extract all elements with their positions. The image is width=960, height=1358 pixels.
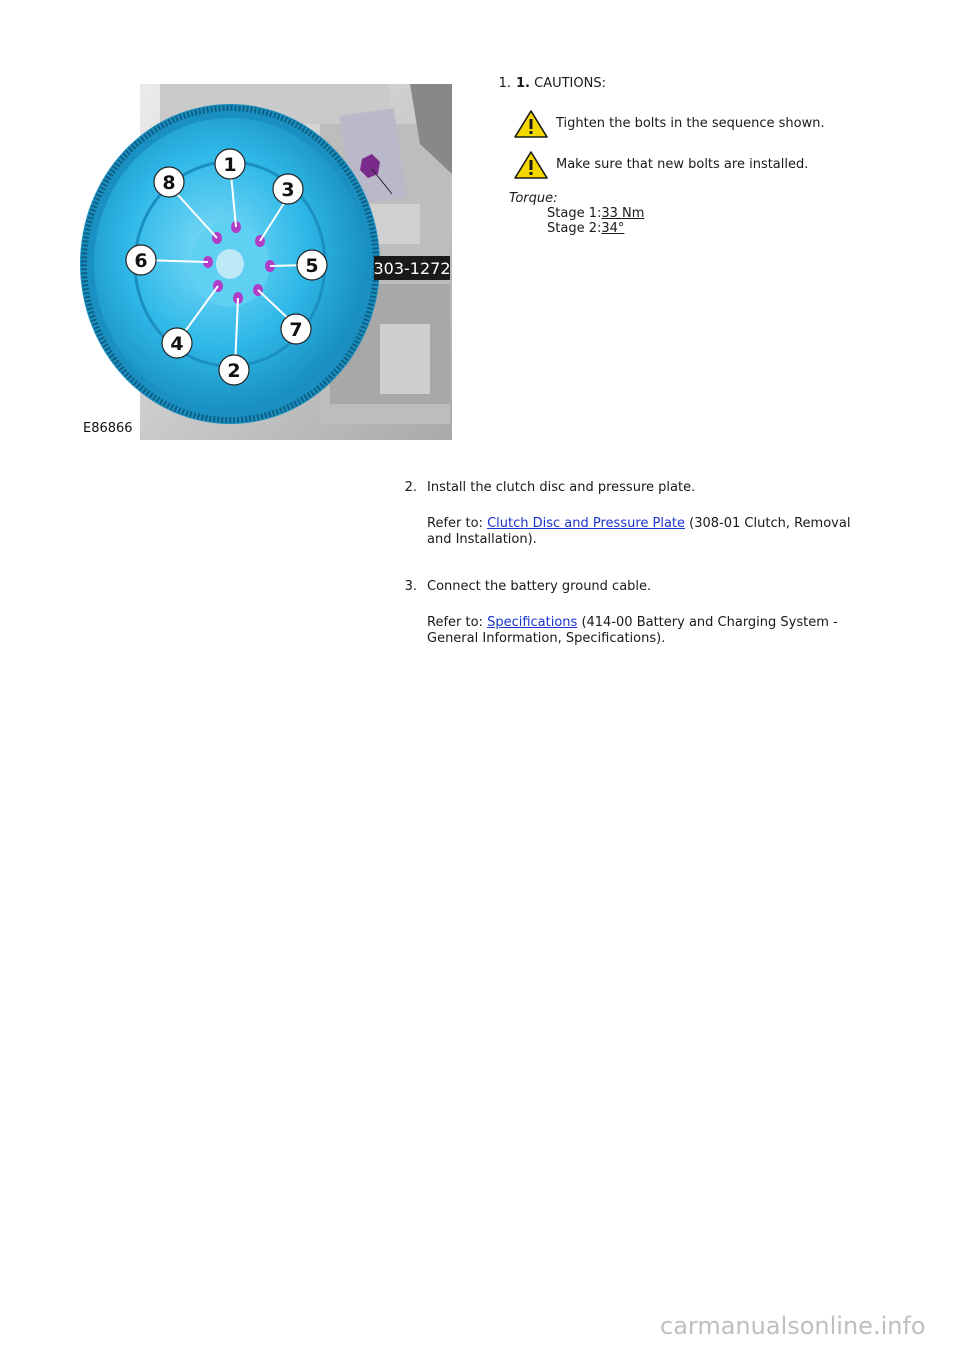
torque-stage-2-value[interactable]: 34° [601, 221, 625, 236]
callout-label-5: 5 [305, 255, 319, 277]
tool-tag-text: 303-1272 [373, 259, 451, 278]
callout-label-6: 6 [134, 250, 148, 272]
step-1-title-bold: 1. [516, 76, 530, 91]
torque-stage-2-label: Stage 2: [547, 221, 602, 236]
callout-5 [297, 250, 327, 280]
callout-3 [273, 174, 303, 204]
callout-2 [219, 355, 249, 385]
step-3-number: 3. [404, 579, 417, 594]
callout-label-1: 1 [223, 154, 237, 176]
torque-stage-2 [547, 221, 624, 237]
callout-7 [281, 314, 311, 344]
step-1-title [516, 76, 606, 92]
callout-label-8: 8 [162, 172, 176, 194]
caution-1-text: Tighten the bolts in the sequence shown. [556, 116, 825, 131]
callout-label-3: 3 [281, 179, 295, 201]
callout-label-7: 7 [289, 319, 303, 341]
specifications-link[interactable]: Specifications [487, 615, 578, 630]
footer-watermark: carmanualsonline.info [660, 1312, 926, 1340]
step-3-refer-suffix-2: General Information, Specifications). [427, 631, 666, 646]
torque-stage-1-value[interactable]: 33 Nm [601, 206, 645, 221]
warning-icon [514, 151, 548, 179]
figure-id-label: E86866 [83, 421, 133, 436]
step-3-refer-prefix: Refer to: [427, 615, 488, 630]
step-2-refer-suffix: (308-01 Clutch, Removal [685, 516, 851, 531]
step-2-number: 2. [404, 480, 417, 495]
callout-4 [162, 328, 192, 358]
caution-1 [514, 110, 825, 138]
torque-stage-1-label: Stage 1: [547, 206, 602, 221]
torque-label: Torque: [509, 191, 558, 206]
step-3-refer-suffix: (414-00 Battery and Charging System - [577, 615, 838, 630]
callout-1 [215, 149, 245, 179]
step-1-number: 1. [498, 76, 511, 91]
callout-label-2: 2 [227, 360, 241, 382]
step-1-title-text: CAUTIONS: [529, 76, 606, 91]
warning-icon [514, 110, 548, 138]
flywheel-bolt-sequence-diagram [80, 84, 452, 440]
callout-label-4: 4 [170, 333, 184, 355]
flywheel-illustration [80, 84, 452, 440]
special-tool-tag [373, 256, 450, 280]
step-2-refer-prefix: Refer to: [427, 516, 488, 531]
caution-2-text: Make sure that new bolts are installed. [556, 157, 809, 172]
caution-2 [514, 151, 808, 179]
clutch-disc-pressure-plate-link[interactable]: Clutch Disc and Pressure Plate [487, 516, 686, 531]
step-3-text: Connect the battery ground cable. [427, 579, 652, 594]
callout-6 [126, 245, 156, 275]
torque-stage-1 [547, 206, 644, 222]
step-2-text: Install the clutch disc and pressure plate. [427, 480, 696, 495]
step-2-refer-suffix-2: and Installation). [427, 532, 537, 547]
step-3-reference [427, 615, 887, 647]
step-2-reference [427, 516, 877, 548]
callout-8 [154, 167, 184, 197]
